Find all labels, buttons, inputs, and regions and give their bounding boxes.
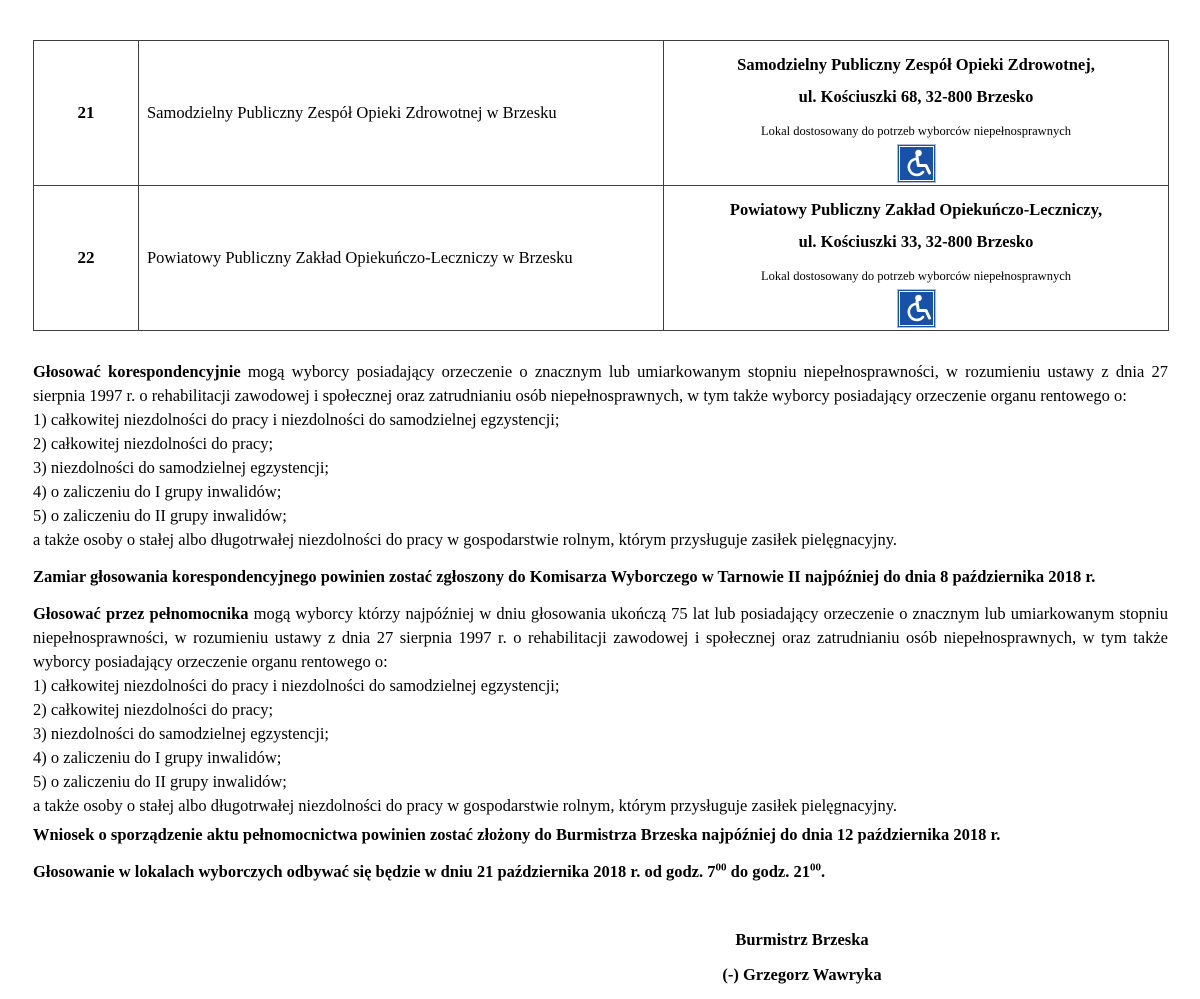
correspondence-lead-rest: mogą wyborcy posiadający orzeczenie o znacznym lub umiarkowanym stopniu niepełnosprawności, w rozumieniu ustawy z dnia 27 sierpnia 1997 r. o rehabilitacji zawodowej i społecznej oraz zatrudnianiu osób niepełnosprawnych, w tym także wyborcy posiadający orzeczenie organu rentowego o: <box>33 362 1168 405</box>
polling-stations-table <box>33 40 1169 331</box>
location-address: ul. Kościuszki 68, 32-800 Brzesko <box>798 86 1034 106</box>
list-item: 1) całkowitej niezdolności do pracy i niezdolności do samodzielnej egzystencji; <box>33 410 560 429</box>
voting-hours-mid: do godz. 21 <box>726 862 810 881</box>
station-location-cell <box>664 41 1169 186</box>
voting-hours-sup: 00 <box>809 861 821 874</box>
list-item: a także osoby o stałej albo długotrwałej niezdolności do pracy w gospodarstwie rolnym, którym przysługuje zasiłek pielęgnacyjny. <box>33 796 898 815</box>
proxy-lead-rest: mogą wyborcy którzy najpóźniej w dniu głosowania ukończą 75 lat lub posiadający orzeczenie o znacznym lub umiarkowanym stopniu niepełnosprawności, w rozumieniu ustawy z dnia 27 sierpnia 1997 r. o rehabilitacji zawodowej i społecznej oraz zatrudnianiu osób niepełnosprawnych, w tym także wyborcy posiadający orzeczenie organu rentowego o: <box>33 604 1168 671</box>
wheelchair-icon <box>664 289 1168 328</box>
station-district-name: Samodzielny Publiczny Zespół Opieki Zdrowotnej w Brzesku <box>139 41 664 186</box>
list-item: 2) całkowitej niezdolności do pracy; <box>33 700 274 719</box>
location-name: Samodzielny Publiczny Zespół Opieki Zdrowotnej, <box>737 54 1095 74</box>
list-item: 3) niezdolności do samodzielnej egzystencji; <box>33 724 329 743</box>
signature-block <box>667 930 937 985</box>
location-name: Powiatowy Publiczny Zakład Opiekuńczo-Leczniczy, <box>729 199 1103 219</box>
correspondence-lead-bold: Głosować korespondencyjnie <box>33 362 241 381</box>
list-item: 1) całkowitej niezdolności do pracy i niezdolności do samodzielnej egzystencji; <box>33 676 560 695</box>
list-item: 4) o zaliczeniu do I grupy inwalidów; <box>33 748 282 767</box>
list-item: 2) całkowitej niezdolności do pracy; <box>33 434 274 453</box>
station-district-name: Powiatowy Publiczny Zakład Opiekuńczo-Leczniczy w Brzesku <box>139 186 664 331</box>
voting-hours <box>33 860 1168 884</box>
station-number: 22 <box>34 186 139 331</box>
voting-hours-sup: 00 <box>715 861 727 874</box>
proxy-deadline: Wniosek o sporządzenie aktu pełnomocnictwa powinien zostać złożony do Burmistrza Brzeska najpóźniej do dnia 12 października 2018 r. <box>33 825 1001 844</box>
voting-hours-prefix: Głosowanie w lokalach wyborczych odbywać się będzie w dniu 21 października 2018 r. od godz. 7 <box>33 862 716 881</box>
list-item: 3) niezdolności do samodzielnej egzystencji; <box>33 458 329 477</box>
station-location-cell <box>664 186 1169 331</box>
station-number: 21 <box>34 41 139 186</box>
proxy-lead-bold: Głosować przez pełnomocnika <box>33 604 249 623</box>
table-row <box>34 186 1169 331</box>
accessibility-note: Lokal dostosowany do potrzeb wyborców niepełnosprawnych <box>761 123 1071 138</box>
signature-title: Burmistrz Brzeska <box>735 930 869 949</box>
correspondence-paragraph <box>33 360 1168 408</box>
list-item: 5) o zaliczeniu do II grupy inwalidów; <box>33 506 287 525</box>
table-row <box>34 41 1169 186</box>
wheelchair-icon <box>664 144 1168 183</box>
document-body <box>33 360 1168 884</box>
list-item: 4) o zaliczeniu do I grupy inwalidów; <box>33 482 282 501</box>
list-item: 5) o zaliczeniu do II grupy inwalidów; <box>33 772 287 791</box>
accessibility-note: Lokal dostosowany do potrzeb wyborców niepełnosprawnych <box>761 268 1071 283</box>
voting-hours-suffix: . <box>820 862 826 881</box>
proxy-paragraph <box>33 602 1168 674</box>
correspondence-deadline: Zamiar głosowania korespondencyjnego powinien zostać zgłoszony do Komisarza Wyborczego w Tarnowie II najpóźniej do dnia 8 października 2018 r. <box>33 567 1096 586</box>
signature-name: (-) Grzegorz Wawryka <box>722 965 882 984</box>
list-item: a także osoby o stałej albo długotrwałej niezdolności do pracy w gospodarstwie rolnym, którym przysługuje zasiłek pielęgnacyjny. <box>33 530 898 549</box>
location-address: ul. Kościuszki 33, 32-800 Brzesko <box>798 231 1034 251</box>
